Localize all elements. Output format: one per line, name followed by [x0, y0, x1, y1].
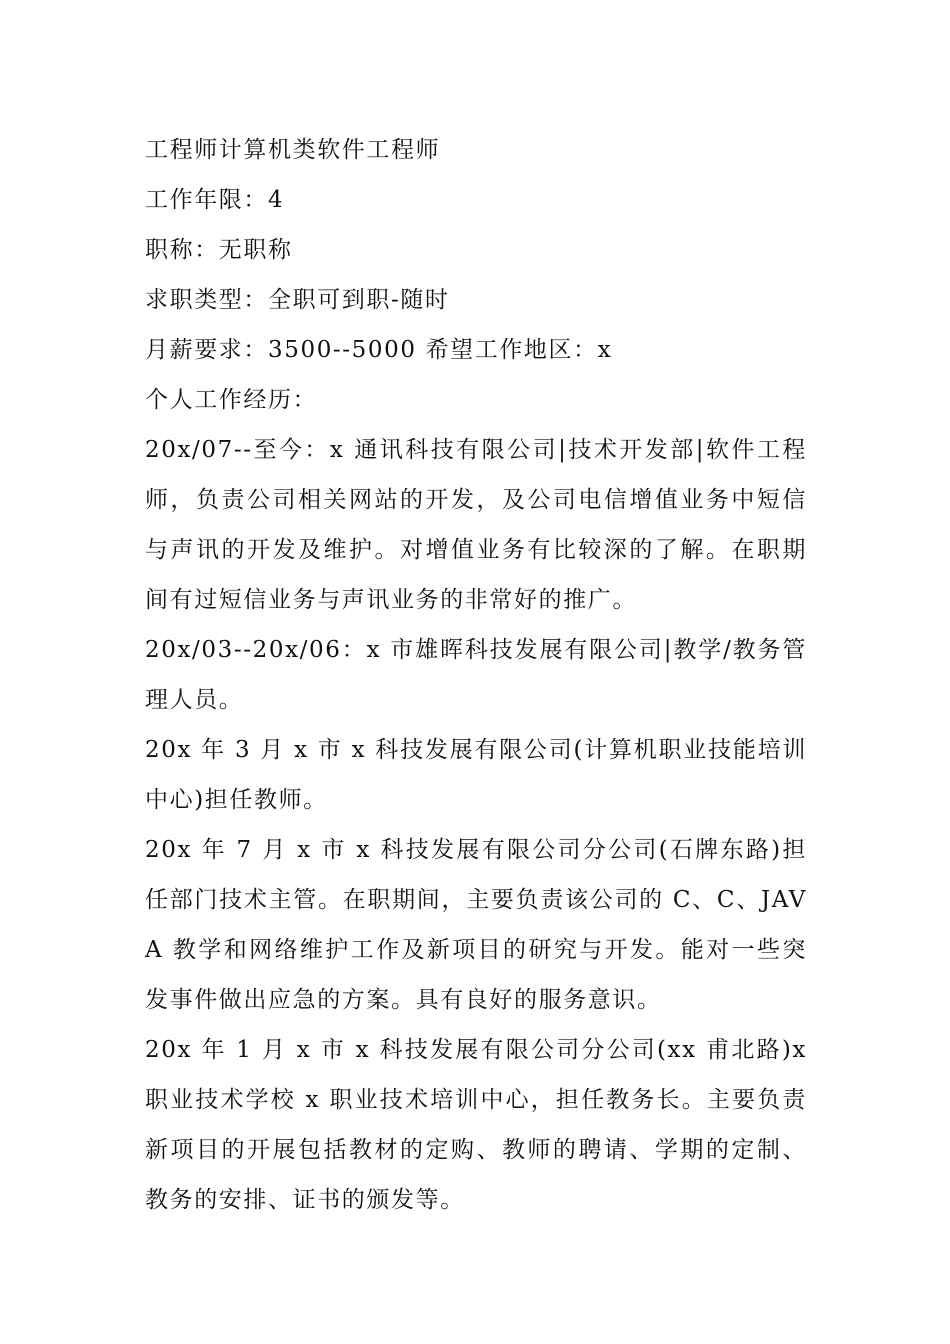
experience-entry-4: 20x 年 7 月 x 市 x 科技发展有限公司分公司(石牌东路)担任部门技术主管。在职期间，主要负责该公司的 C、C、JAVA 教学和网络维护工作及新项目的研究与开发。能对一些突发事件做出应急的方案。具有良好的服务意识。 [145, 837, 807, 1013]
job-title: 职称：无职称 [145, 237, 293, 263]
experience-entry-1: 20x/07--至今：x 通讯科技有限公司|技术开发部|软件工程师，负责公司相关网站的开发，及公司电信增值业务中短信与声讯的开发及维护。对增值业务有比较深的了解。在职期间有过短信业务与声讯业务的非常好的推广。 [145, 437, 807, 613]
resume-title: 工程师计算机类软件工程师 [145, 137, 441, 163]
experience-entry-2: 20x/03--20x/06：x 市雄晖科技发展有限公司|教学/教务管理人员。 [145, 637, 807, 713]
document-page [145, 125, 807, 1225]
salary-and-location: 月薪要求：3500--5000 希望工作地区：x [145, 337, 613, 363]
job-type: 求职类型：全职可到职-随时 [145, 287, 450, 313]
work-years: 工作年限：4 [145, 187, 285, 213]
experience-entry-3: 20x 年 3 月 x 市 x 科技发展有限公司(计算机职业技能培训中心)担任教师。 [145, 737, 807, 813]
experience-entry-5: 20x 年 1 月 x 市 x 科技发展有限公司分公司(xx 甫北路)x 职业技术学校 x 职业技术培训中心，担任教务长。主要负责新项目的开展包括教材的定购、教师的聘请、学期的定制、教务的安排、证书的颁发等。 [145, 1037, 807, 1213]
experience-heading: 个人工作经历： [145, 387, 318, 413]
